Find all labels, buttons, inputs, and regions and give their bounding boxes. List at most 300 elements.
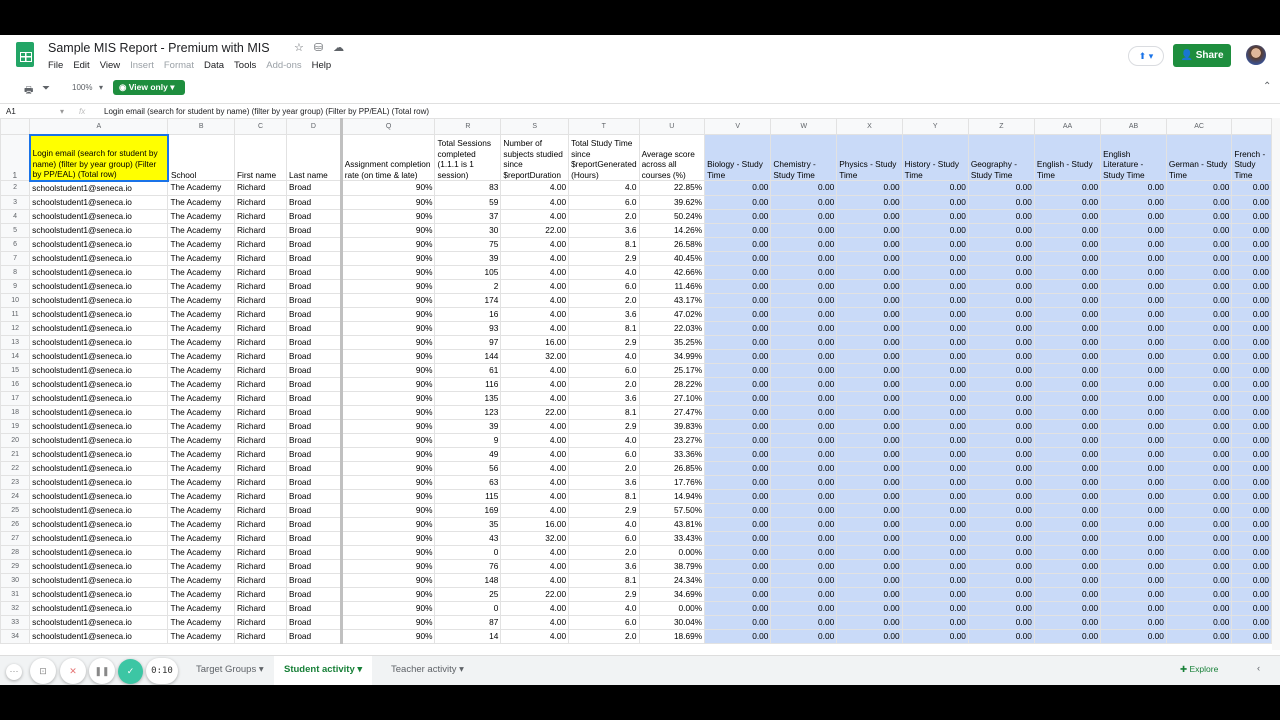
cell[interactable]: 0.00	[1232, 545, 1272, 559]
cell[interactable]: 2.9	[569, 335, 640, 349]
column-header[interactable]: T	[569, 119, 640, 135]
cell[interactable]: 97	[435, 335, 501, 349]
cell[interactable]: 0.00	[1034, 573, 1100, 587]
cell[interactable]: 0.00	[771, 293, 837, 307]
cell[interactable]: 90%	[341, 419, 435, 433]
cell[interactable]: 63	[435, 475, 501, 489]
cell[interactable]: 135	[435, 391, 501, 405]
cell[interactable]: Richard	[234, 433, 286, 447]
cell[interactable]: 90%	[341, 279, 435, 293]
cell[interactable]: 144	[435, 349, 501, 363]
cell[interactable]: 0.00	[902, 237, 968, 251]
cell[interactable]: 0.00	[837, 587, 902, 601]
cell[interactable]: 0.00	[1232, 531, 1272, 545]
cell[interactable]: 4.00	[501, 545, 569, 559]
cell[interactable]: schoolstudent1@seneca.io	[30, 601, 168, 615]
cell[interactable]: The Academy	[168, 181, 234, 196]
cell[interactable]: 0.00	[705, 573, 771, 587]
row-header[interactable]: 13	[1, 335, 30, 349]
cell[interactable]: 0.00	[968, 419, 1034, 433]
cell[interactable]: 0.00	[1166, 447, 1231, 461]
cell[interactable]: 0.00	[1101, 615, 1167, 629]
cell[interactable]: 0.00	[968, 405, 1034, 419]
cell[interactable]: 0.00	[1034, 545, 1100, 559]
cell[interactable]: 0.00	[1101, 447, 1167, 461]
cell[interactable]: 2.9	[569, 419, 640, 433]
cell[interactable]: The Academy	[168, 601, 234, 615]
pause-icon[interactable]: ❚❚	[89, 658, 115, 684]
cell[interactable]: 3.6	[569, 475, 640, 489]
cell[interactable]: The Academy	[168, 405, 234, 419]
cell[interactable]: 0.00	[968, 335, 1034, 349]
cell[interactable]: 4.00	[501, 195, 569, 209]
cell[interactable]: 0.00	[1166, 307, 1231, 321]
cell[interactable]: 0.00	[1232, 237, 1272, 251]
cell[interactable]: 39.83%	[639, 419, 705, 433]
cell[interactable]: The Academy	[168, 307, 234, 321]
cloud-status-icon[interactable]: ☁	[333, 42, 345, 54]
cell[interactable]: 0.00	[902, 545, 968, 559]
cell[interactable]: 0.00	[1034, 601, 1100, 615]
cell[interactable]: 0.00	[902, 461, 968, 475]
cell[interactable]: 0.00	[968, 531, 1034, 545]
cell[interactable]: 23.27%	[639, 433, 705, 447]
cell[interactable]: 4.0	[569, 265, 640, 279]
cell[interactable]: Broad	[287, 545, 342, 559]
cell[interactable]: 42.66%	[639, 265, 705, 279]
cell[interactable]: 0.00	[1166, 405, 1231, 419]
menu-addons[interactable]: Add-ons	[266, 60, 302, 71]
cell[interactable]: 0.00	[705, 363, 771, 377]
cell[interactable]: schoolstudent1@seneca.io	[30, 433, 168, 447]
cell[interactable]: 40.45%	[639, 251, 705, 265]
cell[interactable]: Broad	[287, 629, 342, 643]
row-header[interactable]: 25	[1, 503, 30, 517]
cell[interactable]: 32.00	[501, 531, 569, 545]
cell[interactable]: 22.85%	[639, 181, 705, 196]
header-cell[interactable]: First name	[234, 135, 286, 181]
cell[interactable]: 0.00	[902, 363, 968, 377]
row-header[interactable]: 15	[1, 363, 30, 377]
cell[interactable]: 0.00	[968, 209, 1034, 223]
cell[interactable]: 0.00	[1101, 587, 1167, 601]
cell[interactable]: 0.00	[705, 265, 771, 279]
cell[interactable]: 0.00	[1034, 489, 1100, 503]
cell[interactable]: 90%	[341, 405, 435, 419]
cell[interactable]: Broad	[287, 321, 342, 335]
cell[interactable]: The Academy	[168, 447, 234, 461]
cell[interactable]: Broad	[287, 433, 342, 447]
cell[interactable]: Richard	[234, 461, 286, 475]
cell[interactable]: schoolstudent1@seneca.io	[30, 587, 168, 601]
cell[interactable]: 4.00	[501, 251, 569, 265]
cell[interactable]: The Academy	[168, 587, 234, 601]
cell[interactable]: 0.00	[1166, 489, 1231, 503]
cell[interactable]: 0.00	[771, 405, 837, 419]
cell[interactable]: 0.00	[771, 489, 837, 503]
cell[interactable]: 0.00	[968, 195, 1034, 209]
cell[interactable]: schoolstudent1@seneca.io	[30, 475, 168, 489]
cell[interactable]: 0.00	[1232, 601, 1272, 615]
cell[interactable]: 0.00	[771, 419, 837, 433]
cell[interactable]: 0.00	[1232, 307, 1272, 321]
row-header[interactable]: 10	[1, 293, 30, 307]
cell[interactable]: 0.00	[1232, 489, 1272, 503]
cell[interactable]: 0.00	[1101, 545, 1167, 559]
row-header[interactable]: 21	[1, 447, 30, 461]
cell[interactable]: 0.00	[902, 503, 968, 517]
cell[interactable]: 0.00	[1232, 335, 1272, 349]
cell[interactable]: 90%	[341, 321, 435, 335]
cell[interactable]: 0.00	[1101, 335, 1167, 349]
header-cell[interactable]: Last name	[287, 135, 342, 181]
cell[interactable]: 0.00	[837, 251, 902, 265]
cell[interactable]: 9	[435, 433, 501, 447]
row-header[interactable]: 17	[1, 391, 30, 405]
cell[interactable]: schoolstudent1@seneca.io	[30, 181, 168, 196]
cell[interactable]: 0.00	[1166, 573, 1231, 587]
menu-format[interactable]: Format	[163, 60, 194, 71]
cell[interactable]: 90%	[341, 573, 435, 587]
cell[interactable]: The Academy	[168, 251, 234, 265]
cell[interactable]: 0.00	[1101, 559, 1167, 573]
cell[interactable]: 0.00	[705, 307, 771, 321]
cell[interactable]: 0.00	[1034, 517, 1100, 531]
cell[interactable]: 90%	[341, 559, 435, 573]
column-header[interactable]: A	[30, 119, 168, 135]
cell[interactable]: 0.00	[705, 377, 771, 391]
cell[interactable]: 0.00	[1166, 559, 1231, 573]
cell[interactable]: 116	[435, 377, 501, 391]
cell[interactable]: 43	[435, 531, 501, 545]
cell[interactable]: 39	[435, 251, 501, 265]
cell[interactable]: 0.00	[771, 531, 837, 545]
cell[interactable]: schoolstudent1@seneca.io	[30, 265, 168, 279]
cell[interactable]: Richard	[234, 531, 286, 545]
cell[interactable]: Broad	[287, 335, 342, 349]
row-header[interactable]: 12	[1, 321, 30, 335]
cell[interactable]: 0.00	[771, 587, 837, 601]
cell[interactable]: 0.00	[771, 433, 837, 447]
cell[interactable]: 0.00	[1232, 461, 1272, 475]
cell[interactable]: 0.00	[968, 559, 1034, 573]
cell[interactable]: 0.00	[705, 279, 771, 293]
cell[interactable]: 0.00	[1166, 545, 1231, 559]
cell[interactable]: 0.00	[837, 209, 902, 223]
cell[interactable]: 50.24%	[639, 209, 705, 223]
cell[interactable]: 4.00	[501, 475, 569, 489]
cell[interactable]: 57.50%	[639, 503, 705, 517]
cell[interactable]: Richard	[234, 279, 286, 293]
cell[interactable]: 0.00	[837, 545, 902, 559]
cell[interactable]: 0.00	[1101, 279, 1167, 293]
cell[interactable]: The Academy	[168, 209, 234, 223]
cell[interactable]: 8.1	[569, 237, 640, 251]
cell[interactable]: 0.00	[1232, 475, 1272, 489]
cell[interactable]: 39	[435, 419, 501, 433]
cell[interactable]: 4.0	[569, 601, 640, 615]
cell[interactable]: 90%	[341, 307, 435, 321]
column-header[interactable]: AB	[1101, 119, 1167, 135]
cell[interactable]: 90%	[341, 517, 435, 531]
cell[interactable]: 0.00	[1101, 251, 1167, 265]
cell[interactable]: 0.00	[1101, 573, 1167, 587]
row-header[interactable]: 20	[1, 433, 30, 447]
header-cell[interactable]: Total Study Time since $reportGenerated (Hours)	[569, 135, 640, 181]
cell[interactable]: schoolstudent1@seneca.io	[30, 377, 168, 391]
cell[interactable]: 0.00	[705, 419, 771, 433]
cell[interactable]: 0.00	[1101, 195, 1167, 209]
cell[interactable]: 0.00	[902, 321, 968, 335]
cell[interactable]: 0.00	[1034, 629, 1100, 643]
cell[interactable]: 0	[435, 545, 501, 559]
cell[interactable]: 0.00	[1034, 363, 1100, 377]
camera-icon[interactable]: ⊡	[30, 658, 56, 684]
cell[interactable]: 0.00	[968, 489, 1034, 503]
cell[interactable]: 4.00	[501, 377, 569, 391]
cell[interactable]: 3.6	[569, 223, 640, 237]
cell[interactable]: 4.00	[501, 209, 569, 223]
cell[interactable]: 8.1	[569, 489, 640, 503]
cell[interactable]: 0.00	[968, 517, 1034, 531]
cell[interactable]: 0.00	[1034, 503, 1100, 517]
cell[interactable]: 0.00	[1166, 223, 1231, 237]
cell[interactable]: 4.00	[501, 601, 569, 615]
cell[interactable]: 0.00	[1101, 433, 1167, 447]
cell[interactable]: 90%	[341, 587, 435, 601]
view-only-button[interactable]: ◉ View only ▾	[113, 80, 185, 95]
cell[interactable]: 39.62%	[639, 195, 705, 209]
cell[interactable]: 0.00	[1101, 531, 1167, 545]
cell[interactable]: 0.00	[1101, 307, 1167, 321]
cell[interactable]: 14.26%	[639, 223, 705, 237]
cell[interactable]: 0.00	[705, 209, 771, 223]
cell[interactable]: schoolstudent1@seneca.io	[30, 307, 168, 321]
cell[interactable]: Broad	[287, 573, 342, 587]
cell[interactable]: 0.00	[837, 517, 902, 531]
header-cell[interactable]: Chemistry - Study Time	[771, 135, 837, 181]
cell[interactable]: 0.00	[1034, 587, 1100, 601]
cell[interactable]: schoolstudent1@seneca.io	[30, 195, 168, 209]
cell[interactable]: 90%	[341, 223, 435, 237]
cell[interactable]: 0.00	[837, 489, 902, 503]
move-folder-icon[interactable]: ⛁	[313, 42, 324, 54]
cell[interactable]: 0.00	[968, 391, 1034, 405]
cell[interactable]: 0.00	[771, 503, 837, 517]
cell[interactable]: 6.0	[569, 279, 640, 293]
row-header[interactable]: 30	[1, 573, 30, 587]
finish-recording-icon[interactable]: ✓	[118, 659, 143, 684]
cell[interactable]: Richard	[234, 195, 286, 209]
header-cell[interactable]: History - Study Time	[902, 135, 968, 181]
row-header[interactable]: 1	[1, 135, 30, 181]
cell[interactable]: 0.00	[1232, 559, 1272, 573]
cell[interactable]: 4.00	[501, 629, 569, 643]
cell[interactable]: 4.00	[501, 307, 569, 321]
cell[interactable]: Broad	[287, 391, 342, 405]
cell[interactable]: 0.00	[705, 237, 771, 251]
cell[interactable]: 0.00	[1166, 279, 1231, 293]
cell[interactable]: 0.00	[902, 601, 968, 615]
cell[interactable]: 2.0	[569, 461, 640, 475]
cell[interactable]: 4.00	[501, 321, 569, 335]
row-header[interactable]: 22	[1, 461, 30, 475]
header-cell[interactable]: Assignment completion rate (on time & late)	[341, 135, 435, 181]
cell[interactable]: 26.58%	[639, 237, 705, 251]
menu-tools[interactable]: Tools	[234, 60, 257, 71]
cell[interactable]: 4.00	[501, 615, 569, 629]
cell[interactable]: 0.00	[968, 433, 1034, 447]
cell[interactable]: 8.1	[569, 573, 640, 587]
cell[interactable]: 0.00	[1034, 433, 1100, 447]
cell[interactable]: 0.00	[1101, 237, 1167, 251]
cell[interactable]: 11.46%	[639, 279, 705, 293]
cell[interactable]: 105	[435, 265, 501, 279]
cell[interactable]: 0.00	[1101, 209, 1167, 223]
cell[interactable]: 0.00	[705, 475, 771, 489]
cell[interactable]: 0.00	[902, 629, 968, 643]
cell[interactable]: schoolstudent1@seneca.io	[30, 279, 168, 293]
cell[interactable]: Broad	[287, 209, 342, 223]
cell[interactable]: 0.00	[1101, 321, 1167, 335]
cell[interactable]: 0.00	[1101, 419, 1167, 433]
cell[interactable]: Richard	[234, 405, 286, 419]
cell[interactable]: 0.00	[902, 517, 968, 531]
cell[interactable]: 0.00	[1166, 391, 1231, 405]
cell[interactable]: 3.6	[569, 559, 640, 573]
cell[interactable]: 0.00	[837, 265, 902, 279]
cell[interactable]: 0.00	[705, 517, 771, 531]
more-options-icon[interactable]: ···	[6, 664, 22, 680]
cell[interactable]: 0.00	[1101, 405, 1167, 419]
cell[interactable]: schoolstudent1@seneca.io	[30, 447, 168, 461]
cell[interactable]: 90%	[341, 349, 435, 363]
cell[interactable]: schoolstudent1@seneca.io	[30, 251, 168, 265]
cell[interactable]: 0.00	[771, 517, 837, 531]
cell[interactable]: 0.00	[837, 531, 902, 545]
cell[interactable]: 0	[435, 601, 501, 615]
cell[interactable]: 0.00	[902, 559, 968, 573]
cell[interactable]: 0.00	[1166, 209, 1231, 223]
cell[interactable]: Broad	[287, 279, 342, 293]
header-cell[interactable]: German - Study Time	[1166, 135, 1231, 181]
cell[interactable]: schoolstudent1@seneca.io	[30, 559, 168, 573]
cell[interactable]: 90%	[341, 545, 435, 559]
cell[interactable]: 0.00	[837, 433, 902, 447]
cell[interactable]: 0.00	[1034, 321, 1100, 335]
cell[interactable]: 2.0	[569, 293, 640, 307]
cell[interactable]: The Academy	[168, 391, 234, 405]
cell[interactable]: 0.00	[968, 265, 1034, 279]
cell[interactable]: 0.00	[837, 195, 902, 209]
cell[interactable]: The Academy	[168, 545, 234, 559]
cell[interactable]: 4.00	[501, 181, 569, 196]
header-cell[interactable]: Total Sessions completed (1.1.1 is 1 session)	[435, 135, 501, 181]
cell[interactable]: 148	[435, 573, 501, 587]
cell[interactable]: 0.00	[771, 209, 837, 223]
cell[interactable]: 0.00	[771, 545, 837, 559]
cell[interactable]: 90%	[341, 489, 435, 503]
cell[interactable]: 0.00	[1034, 475, 1100, 489]
cell[interactable]: Richard	[234, 377, 286, 391]
cell[interactable]: Broad	[287, 601, 342, 615]
cell[interactable]: 87	[435, 615, 501, 629]
cell[interactable]: Broad	[287, 251, 342, 265]
filter-icon[interactable]: ⏷	[42, 83, 50, 94]
cell[interactable]: 0.00	[837, 447, 902, 461]
cell[interactable]: 0.00	[1034, 223, 1100, 237]
cell[interactable]: 0.00	[1034, 447, 1100, 461]
cell[interactable]: 0.00	[705, 559, 771, 573]
cell[interactable]: 90%	[341, 363, 435, 377]
cell[interactable]: 4.00	[501, 265, 569, 279]
cell[interactable]: 30.04%	[639, 615, 705, 629]
cell[interactable]: 0.00	[1166, 349, 1231, 363]
cell[interactable]: 0.00	[705, 447, 771, 461]
row-header[interactable]: 18	[1, 405, 30, 419]
cell[interactable]: 90%	[341, 209, 435, 223]
cell[interactable]: 0.00	[837, 503, 902, 517]
cell[interactable]: 0.00	[705, 601, 771, 615]
cell[interactable]: 90%	[341, 181, 435, 196]
cell[interactable]: Richard	[234, 391, 286, 405]
header-cell[interactable]: Physics - Study Time	[837, 135, 902, 181]
cell[interactable]: 30	[435, 223, 501, 237]
cell[interactable]: 0.00	[1166, 195, 1231, 209]
row-header[interactable]: 34	[1, 629, 30, 643]
cell[interactable]: 0.00	[1166, 587, 1231, 601]
cell[interactable]: 4.00	[501, 279, 569, 293]
cell[interactable]: 90%	[341, 475, 435, 489]
cell[interactable]: 123	[435, 405, 501, 419]
row-header[interactable]: 28	[1, 545, 30, 559]
cell[interactable]: 0.00	[705, 587, 771, 601]
cell[interactable]: 0.00	[1232, 209, 1272, 223]
cell[interactable]: 0.00	[771, 181, 837, 196]
cell[interactable]: 6.0	[569, 531, 640, 545]
cell[interactable]: 90%	[341, 377, 435, 391]
cell[interactable]: 25.17%	[639, 363, 705, 377]
cell[interactable]: 0.00	[902, 489, 968, 503]
cell[interactable]: 0.00	[1034, 209, 1100, 223]
cell[interactable]: 47.02%	[639, 307, 705, 321]
cell[interactable]: 61	[435, 363, 501, 377]
row-header[interactable]: 24	[1, 489, 30, 503]
cell[interactable]: schoolstudent1@seneca.io	[30, 391, 168, 405]
cell[interactable]: 0.00	[902, 335, 968, 349]
cell[interactable]: The Academy	[168, 503, 234, 517]
cell[interactable]: Broad	[287, 181, 342, 196]
cell[interactable]: 0.00	[1034, 419, 1100, 433]
cell[interactable]: 2.0	[569, 377, 640, 391]
cell[interactable]: 0.00	[902, 279, 968, 293]
cell[interactable]: The Academy	[168, 377, 234, 391]
cell[interactable]: The Academy	[168, 615, 234, 629]
print-icon[interactable]: 🖶	[24, 85, 34, 96]
cell[interactable]: Richard	[234, 517, 286, 531]
cell[interactable]: 0.00	[837, 349, 902, 363]
cell[interactable]: 83	[435, 181, 501, 196]
cancel-recording-icon[interactable]: ✕	[60, 658, 86, 684]
cell[interactable]: 0.00	[1166, 377, 1231, 391]
cell[interactable]: Richard	[234, 615, 286, 629]
header-cell[interactable]: English Literature - Study Time	[1101, 135, 1167, 181]
cell[interactable]: The Academy	[168, 265, 234, 279]
tab-teacher-activity[interactable]: Teacher activity ▾	[391, 664, 464, 675]
cell[interactable]: 4.00	[501, 237, 569, 251]
cell[interactable]: 0.00	[968, 475, 1034, 489]
cell[interactable]: 90%	[341, 447, 435, 461]
